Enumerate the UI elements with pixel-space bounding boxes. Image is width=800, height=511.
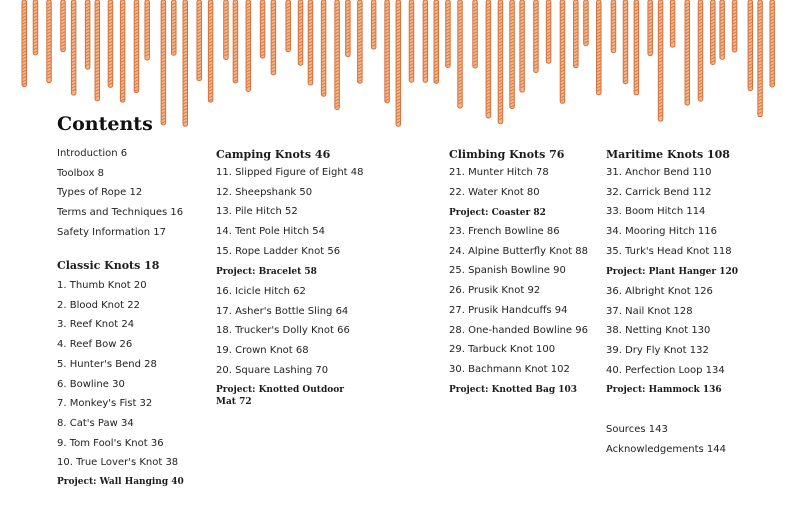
toc-entry: 27. Prusik Handcuffs 94 [449, 304, 568, 316]
rope-strand [498, 0, 503, 124]
rope-strand [597, 0, 602, 95]
rope-strand [486, 0, 491, 118]
toc-project-entry: Project: Plant Hanger 120 [606, 267, 738, 277]
rope-strand [286, 0, 291, 52]
rope-strand [224, 0, 229, 59]
rope-strand [108, 0, 113, 87]
toc-entry: 33. Boom Hitch 114 [606, 206, 706, 218]
rope-strand [423, 0, 428, 82]
rope-strand [22, 0, 27, 87]
rope-strand [473, 0, 478, 68]
toc-entry: 23. French Bowline 86 [449, 226, 560, 237]
rope-strand [260, 0, 265, 58]
toc-entry: 37. Nail Knot 128 [606, 305, 693, 317]
rope-strand [446, 0, 451, 67]
rope-strand [47, 0, 52, 83]
toc-entry: 22. Water Knot 80 [449, 186, 540, 198]
rope-strand [183, 0, 188, 126]
toc-entry: Toolbox 8 [57, 167, 105, 179]
rope-strand [371, 0, 376, 49]
toc-entry: 8. Cat's Paw 34 [57, 417, 134, 429]
section-heading-camping-knots: Camping Knots 46 [216, 148, 331, 161]
toc-project-entry: Mat 72 [216, 397, 252, 407]
rope-strand [648, 0, 653, 56]
toc-project-entry: Project: Coaster 82 [449, 208, 546, 218]
rope-strand [658, 0, 663, 121]
toc-entry: 2. Blood Knot 22 [57, 299, 140, 311]
rope-strand [321, 0, 326, 96]
rope-strand [770, 0, 775, 87]
toc-entry: 10. True Lover's Knot 38 [57, 457, 179, 469]
toc-entry: 29. Tarbuck Knot 100 [449, 344, 556, 356]
toc-entry: 28. One-handed Bowline 96 [449, 324, 588, 336]
toc-entry: 15. Rope Ladder Knot 56 [216, 245, 341, 257]
section-heading-maritime-knots: Maritime Knots 108 [606, 148, 730, 161]
rope-strand [758, 0, 763, 117]
rope-strand [434, 0, 439, 83]
rope-strand [308, 0, 313, 85]
toc-entry: 26. Prusik Knot 92 [449, 285, 541, 297]
rope-strand [246, 0, 251, 91]
page-title: Contents [57, 113, 153, 135]
rope-strand [197, 0, 202, 81]
rope-strand [698, 0, 703, 101]
rope-strand [534, 0, 539, 73]
toc-entry: 24. Alpine Butterfly Knot 88 [449, 245, 589, 257]
rope-strand [95, 0, 100, 101]
rope-strand [335, 0, 340, 110]
toc-entry: 17. Asher's Bottle Sling 64 [216, 305, 349, 317]
rope-strand [385, 0, 390, 103]
toc-entry: 12. Sheepshank 50 [216, 186, 313, 198]
rope-strand [61, 0, 66, 52]
rope-strand [358, 0, 363, 83]
toc-entry: 38. Netting Knot 130 [606, 325, 711, 337]
rope-strand [33, 0, 38, 55]
toc-entry: 34. Mooring Hitch 116 [606, 226, 718, 238]
toc-entry: 18. Trucker's Dolly Knot 66 [216, 325, 350, 337]
rope-strand [120, 0, 125, 102]
rope-strand [634, 0, 639, 95]
rope-strand [271, 0, 276, 75]
toc-entry: Types of Rope 12 [57, 187, 143, 199]
rope-strand [71, 0, 76, 95]
rope-strand [172, 0, 177, 55]
toc-entry: 30. Bachmann Knot 102 [449, 363, 570, 375]
rope-strand [670, 0, 675, 47]
toc-entry: 1. Thumb Knot 20 [57, 280, 147, 291]
toc-entry: 20. Square Lashing 70 [216, 364, 329, 376]
toc-project-entry: Project: Knotted Outdoor [216, 385, 345, 395]
toc-entry: 36. Albright Knot 126 [606, 286, 713, 297]
rope-strand [458, 0, 463, 108]
rope-strand [720, 0, 725, 59]
toc-project-entry: Project: Hammock 136 [606, 385, 722, 395]
rope-strand [85, 0, 90, 69]
toc-project-entry: Project: Wall Hanging 40 [57, 477, 184, 487]
toc-entry: 14. Tent Pole Hitch 54 [216, 226, 325, 238]
rope-strand [748, 0, 753, 91]
rope-strand [611, 0, 616, 53]
toc-entry: 9. Tom Fool's Knot 36 [57, 437, 164, 449]
rope-strand [711, 0, 716, 65]
toc-entry: 21. Munter Hitch 78 [449, 167, 549, 178]
rope-strand [685, 0, 690, 105]
toc-entry: 31. Anchor Bend 110 [606, 167, 712, 178]
toc-entry: 32. Carrick Bend 112 [606, 186, 712, 198]
toc-entry: 35. Turk's Head Knot 118 [606, 245, 732, 257]
toc-entry: 25. Spanish Bowline 90 [449, 265, 566, 277]
rope-strand [584, 0, 589, 46]
rope-strand [346, 0, 351, 57]
toc-entry: 13. Pile Hitch 52 [216, 206, 298, 218]
rope-strand [134, 0, 139, 93]
rope-strand [510, 0, 515, 109]
toc-entry: 16. Icicle Hitch 62 [216, 286, 306, 297]
toc-entry: Introduction 6 [57, 148, 128, 159]
section-heading-classic-knots: Classic Knots 18 [57, 259, 160, 272]
section-heading-climbing-knots: Climbing Knots 76 [449, 148, 565, 161]
toc-project-entry: Project: Knotted Bag 103 [449, 385, 578, 395]
rope-strand [233, 0, 238, 83]
rope-strand [298, 0, 303, 65]
toc-entry: Terms and Techniques 16 [57, 207, 184, 219]
rope-strand [161, 0, 166, 125]
rope-strand [208, 0, 213, 102]
toc-entry: 5. Hunter's Bend 28 [57, 358, 157, 370]
rope-strand [732, 0, 737, 52]
rope-strand [574, 0, 579, 68]
toc-entry: Sources 143 [606, 424, 668, 435]
rope-strand [546, 0, 551, 63]
toc-entry: 40. Perfection Loop 134 [606, 364, 725, 376]
toc-entry: 7. Monkey's Fist 32 [57, 398, 153, 410]
toc-entry: 6. Bowline 30 [57, 378, 125, 390]
toc-entry: 4. Reef Bow 26 [57, 339, 133, 351]
toc-entry: Acknowledgements 144 [606, 443, 726, 455]
rope-strand [560, 0, 565, 103]
toc-project-entry: Project: Bracelet 58 [216, 267, 317, 277]
rope-strand [520, 0, 525, 92]
toc-entry: Safety Information 17 [57, 226, 166, 238]
toc-entry: 19. Crown Knot 68 [216, 345, 309, 357]
rope-strand [623, 0, 628, 84]
rope-strand [145, 0, 150, 60]
toc-entry: 3. Reef Knot 24 [57, 319, 135, 331]
rope-strand [396, 0, 401, 126]
toc-entry: 39. Dry Fly Knot 132 [606, 345, 709, 357]
toc-entry: 11. Slipped Figure of Eight 48 [216, 167, 364, 178]
rope-strand [409, 0, 414, 82]
